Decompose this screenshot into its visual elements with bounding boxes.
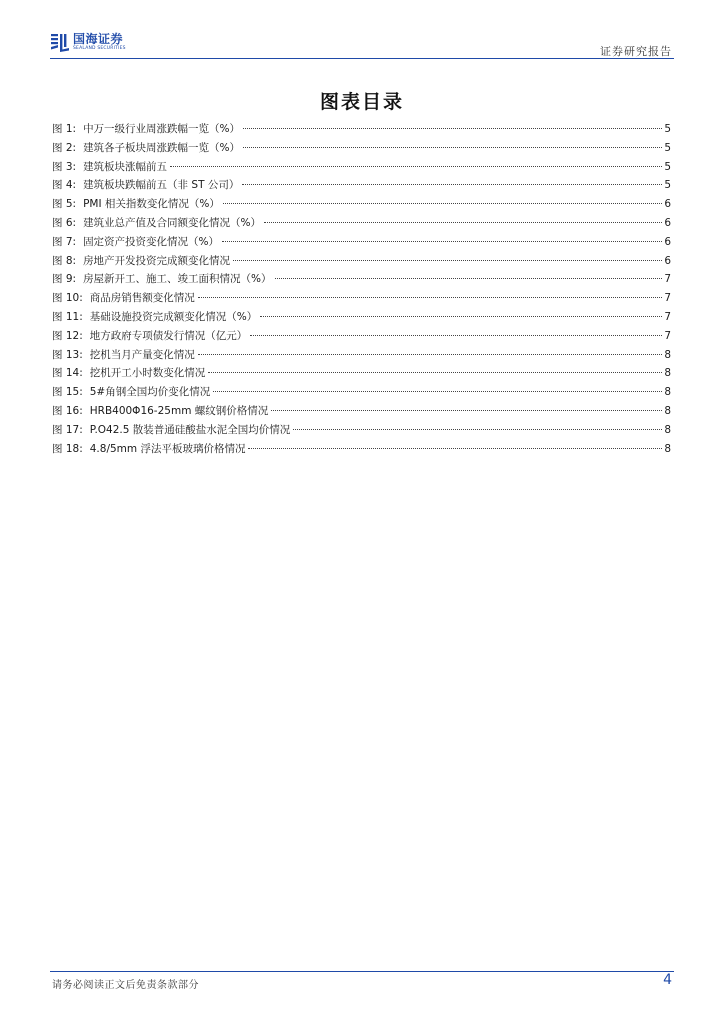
logo-chinese-name: 国海证券	[73, 31, 124, 46]
toc-figure-number: 图 13:	[52, 348, 83, 361]
toc-entry[interactable]	[52, 252, 671, 271]
sealand-logo-icon	[50, 32, 70, 52]
toc-figure-title: P.O42.5 散装普通硅酸盐水泥全国均价情况	[89, 423, 291, 436]
toc-figure-number: 图 4:	[52, 179, 77, 192]
toc-entry[interactable]	[52, 158, 671, 177]
toc-figure-number: 图 16:	[52, 404, 83, 417]
toc-dot-leader	[208, 372, 662, 373]
toc-dot-leader	[213, 391, 662, 392]
toc-entry[interactable]	[52, 195, 671, 214]
toc-figure-title: 商品房销售额变化情况	[89, 292, 195, 305]
toc-entry[interactable]	[52, 289, 671, 308]
footer-disclaimer: 请务必阅读正文后免责条款部分	[52, 980, 199, 991]
toc-entry[interactable]	[52, 176, 671, 195]
report-type-label: 证券研究报告	[600, 45, 672, 58]
toc-dot-leader	[264, 222, 662, 223]
page-title: 图表目录	[319, 91, 404, 113]
toc-dot-leader	[250, 335, 662, 336]
toc-figure-number: 图 12:	[52, 329, 83, 342]
toc-figure-title: 5#角钢全国均价变化情况	[89, 386, 211, 399]
toc-figure-title: 建筑板块跌幅前五（非 ST 公司）	[83, 179, 240, 192]
toc-figure-number: 图 14:	[52, 367, 83, 380]
toc-figure-title: 地方政府专项债发行情况（亿元）	[89, 329, 248, 342]
toc-figure-title: 建筑各子板块周涨跌幅一览（%）	[83, 141, 241, 154]
footer-divider	[50, 971, 674, 972]
toc-dot-leader	[233, 260, 662, 261]
toc-dot-leader	[271, 410, 662, 411]
toc-dot-leader	[198, 297, 663, 298]
toc-page-number: 5	[664, 179, 671, 192]
toc-page-number: 5	[664, 160, 671, 173]
toc-dot-leader	[242, 184, 662, 185]
toc-figure-number: 图 2:	[52, 141, 77, 154]
toc-entry[interactable]	[52, 308, 671, 327]
page-number: 4	[663, 972, 672, 988]
toc-figure-title: 中万一级行业周涨跌幅一览（%）	[83, 123, 241, 135]
toc-figure-number: 图 8:	[52, 254, 77, 267]
toc-figure-title: 建筑业总产值及合同额变化情况（%）	[83, 216, 262, 229]
toc-entry[interactable]	[52, 440, 671, 459]
toc-page-number: 7	[664, 273, 671, 286]
toc-entry[interactable]	[52, 120, 671, 139]
toc-figure-number: 图 15:	[52, 386, 83, 399]
page-header	[50, 30, 674, 60]
header-divider	[50, 58, 674, 59]
toc-figure-title: 房地产开发投资完成额变化情况	[83, 254, 231, 267]
toc-figure-number: 图 18:	[52, 442, 83, 455]
toc-page-number: 6	[664, 198, 671, 211]
toc-entry[interactable]	[52, 402, 671, 421]
figure-table-of-contents	[52, 120, 671, 458]
toc-dot-leader	[243, 128, 662, 129]
toc-entry[interactable]	[52, 270, 671, 289]
toc-figure-number: 图 5:	[52, 198, 77, 211]
toc-figure-number: 图 10:	[52, 292, 83, 305]
toc-page-number: 8	[664, 404, 671, 417]
toc-page-number: 8	[664, 386, 671, 399]
toc-figure-title: 固定资产投资变化情况（%）	[83, 235, 220, 248]
toc-entry[interactable]	[52, 327, 671, 346]
toc-figure-title: 挖机当月产量变化情况	[89, 348, 195, 361]
toc-entry[interactable]	[52, 364, 671, 383]
toc-figure-title: 基础设施投资完成额变化情况（%）	[89, 310, 258, 323]
toc-page-number: 7	[664, 329, 671, 342]
toc-figure-number: 图 7:	[52, 235, 77, 248]
toc-page-number: 7	[664, 292, 671, 305]
toc-entry[interactable]	[52, 233, 671, 252]
toc-figure-title: PMI 相关指数变化情况（%）	[83, 198, 220, 211]
company-logo	[50, 30, 126, 54]
toc-figure-number: 图 6:	[52, 216, 77, 229]
toc-figure-number: 图 17:	[52, 423, 83, 436]
toc-page-number: 8	[664, 348, 671, 361]
toc-page-number: 6	[664, 216, 671, 229]
toc-figure-title: HRB400Φ16-25mm 螺纹钢价格情况	[89, 404, 269, 417]
toc-figure-title: 挖机开工小时数变化情况	[89, 367, 206, 380]
toc-dot-leader	[275, 278, 663, 279]
toc-page-number: 5	[664, 123, 671, 135]
toc-entry[interactable]	[52, 421, 671, 440]
toc-figure-number: 图 11:	[52, 310, 83, 323]
toc-dot-leader	[243, 147, 662, 148]
toc-page-number: 5	[664, 141, 671, 154]
toc-figure-number: 图 1:	[52, 123, 77, 135]
toc-entry[interactable]	[52, 346, 671, 365]
logo-english-name: SEALAND SECURITIES	[73, 45, 126, 51]
toc-figure-title: 房屋新开工、施工、竣工面积情况（%）	[83, 273, 272, 286]
toc-page-number: 7	[664, 310, 671, 323]
toc-dot-leader	[222, 241, 662, 242]
toc-figure-number: 图 9:	[52, 273, 77, 286]
toc-dot-leader	[260, 316, 662, 317]
toc-entry[interactable]	[52, 214, 671, 233]
toc-dot-leader	[248, 448, 662, 449]
toc-dot-leader	[293, 429, 662, 430]
toc-figure-title: 建筑板块涨幅前五	[83, 160, 168, 173]
toc-page-number: 6	[664, 235, 671, 248]
toc-dot-leader	[198, 354, 663, 355]
toc-page-number: 6	[664, 254, 671, 267]
toc-entry[interactable]	[52, 139, 671, 158]
toc-dot-leader	[223, 203, 662, 204]
toc-entry[interactable]	[52, 383, 671, 402]
toc-page-number: 8	[664, 367, 671, 380]
toc-page-number: 8	[664, 442, 671, 455]
toc-page-number: 8	[664, 423, 671, 436]
toc-figure-number: 图 3:	[52, 160, 77, 173]
toc-figure-title: 4.8/5mm 浮法平板玻璃价格情况	[89, 442, 246, 455]
toc-dot-leader	[170, 166, 662, 167]
